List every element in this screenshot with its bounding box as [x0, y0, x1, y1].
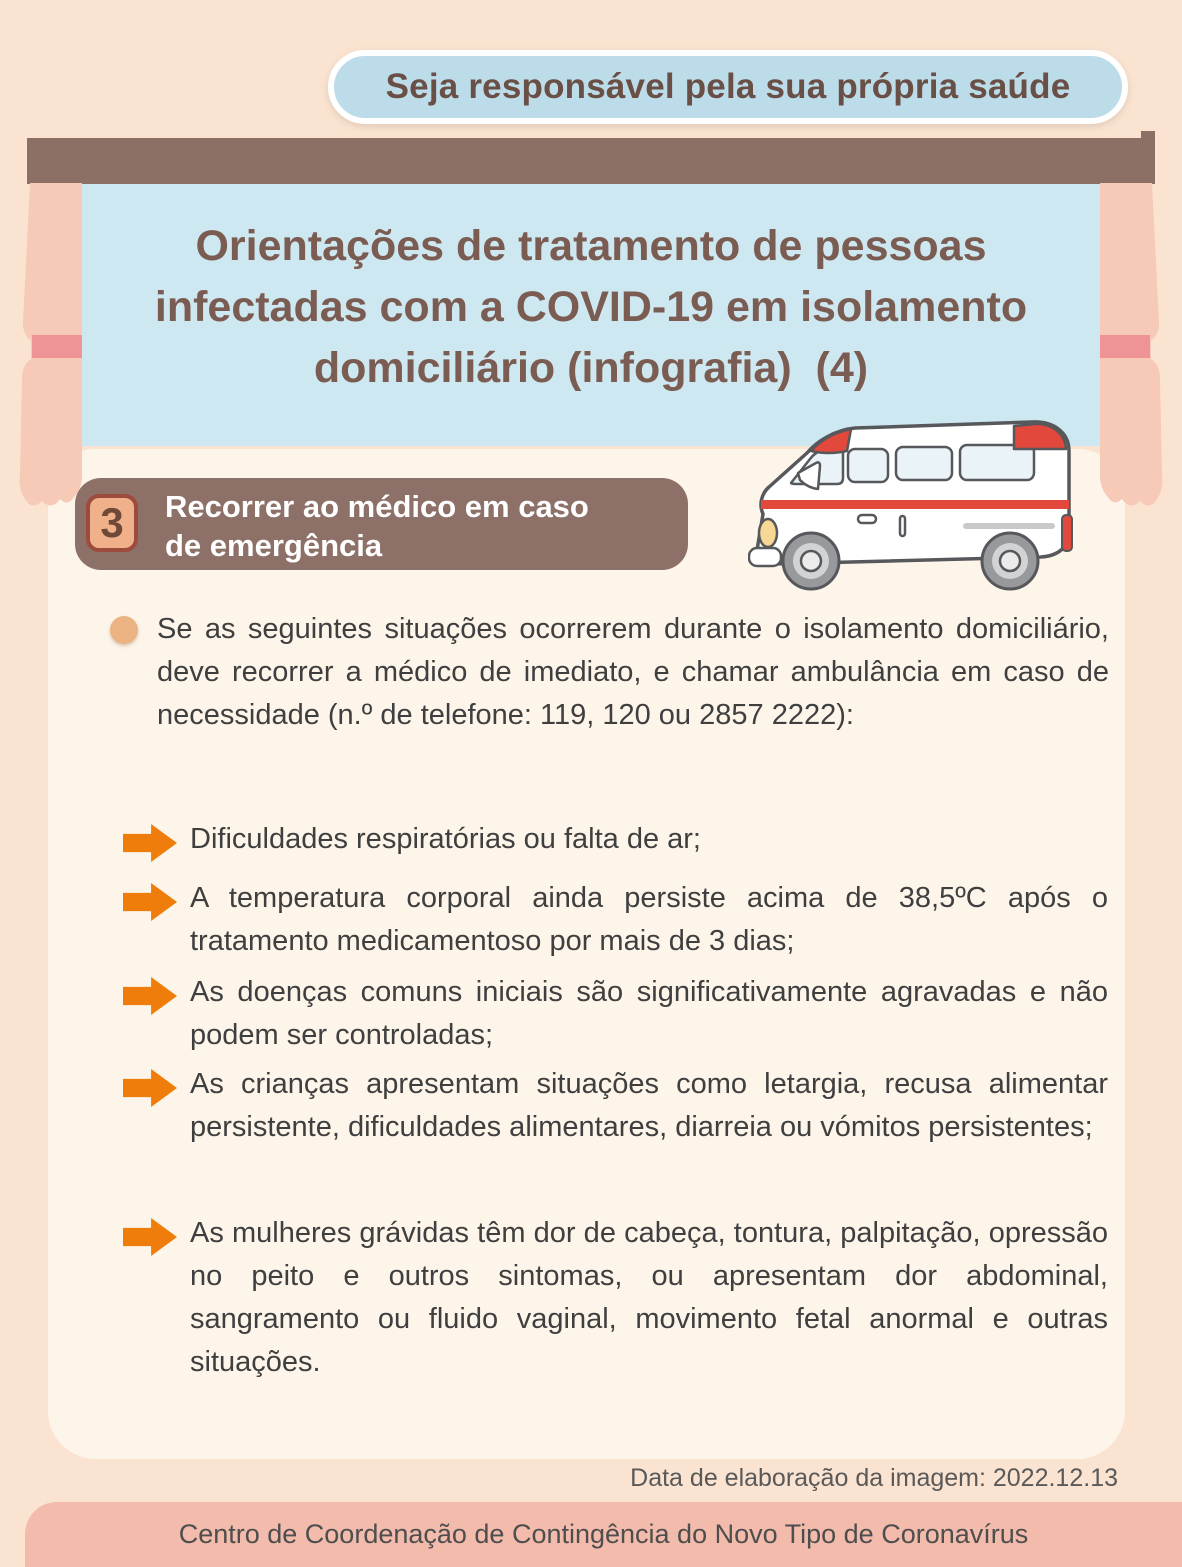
list-item-3: As doenças comuns iniciais são significativamente agravadas e não podem ser controladas;: [190, 976, 1108, 1051]
section-number-badge: [86, 494, 138, 552]
footer-org-name: Centro de Coordenação de Contingência do Novo Tipo de Coronavírus: [178, 1519, 1029, 1549]
page-title-line1: Orientações de tratamento de pessoas: [195, 222, 987, 270]
section-number: 3: [100, 499, 124, 546]
footer-bar: [25, 1502, 1182, 1567]
banner-text: Seja responsável pela sua própria saúde: [385, 67, 1071, 106]
left-curtain-icon: [18, 183, 82, 515]
list-item-1: Dificuldades respiratórias ou falta de ar;: [190, 823, 701, 855]
bullet-dot-icon: [110, 616, 138, 644]
section-title-line1: Recorrer ao médico em caso: [165, 489, 589, 524]
section-label: [75, 478, 688, 570]
intro-paragraph: Se as seguintes situações ocorrerem durante o isolamento domiciliário, deve recorrer a médico de imediato, e chamar ambulância em caso de necessidade (n.º de telefone: 119, 120 ou 2857 2222):: [157, 613, 1109, 731]
list-item-4: As crianças apresentam situações como letargia, recusa alimentar persistente, dificuldades alimentares, diarreia ou vómitos persistentes;: [190, 1068, 1108, 1143]
list-item-2: A temperatura corporal ainda persiste acima de 38,5ºC após o tratamento medicamentoso por mais de 3 dias;: [190, 882, 1108, 957]
curtain-rod-end-cap: [1141, 131, 1155, 184]
page-title-line2: infectadas com a COVID-19 em isolamento: [154, 283, 1028, 331]
page-title-line3: domiciliário (infografia) (4): [313, 344, 869, 392]
image-date: Data de elaboração da imagem: 2022.12.13: [630, 1464, 1118, 1492]
banner-pill: [328, 50, 1128, 124]
list-item-5: As mulheres grávidas têm dor de cabeça, tontura, palpitação, opressão no peito e outros sintomas, ou apresentam dor abdominal, sangramento ou fluido vaginal, movimento fetal anormal e outras situações.: [190, 1217, 1108, 1378]
ambulance-icon: [748, 416, 1083, 591]
right-curtain-icon: [1100, 183, 1164, 515]
curtain-rod: [27, 138, 1153, 184]
title-box: [82, 183, 1100, 446]
section-title: [165, 487, 675, 565]
section-title-line2: de emergência: [165, 528, 383, 563]
